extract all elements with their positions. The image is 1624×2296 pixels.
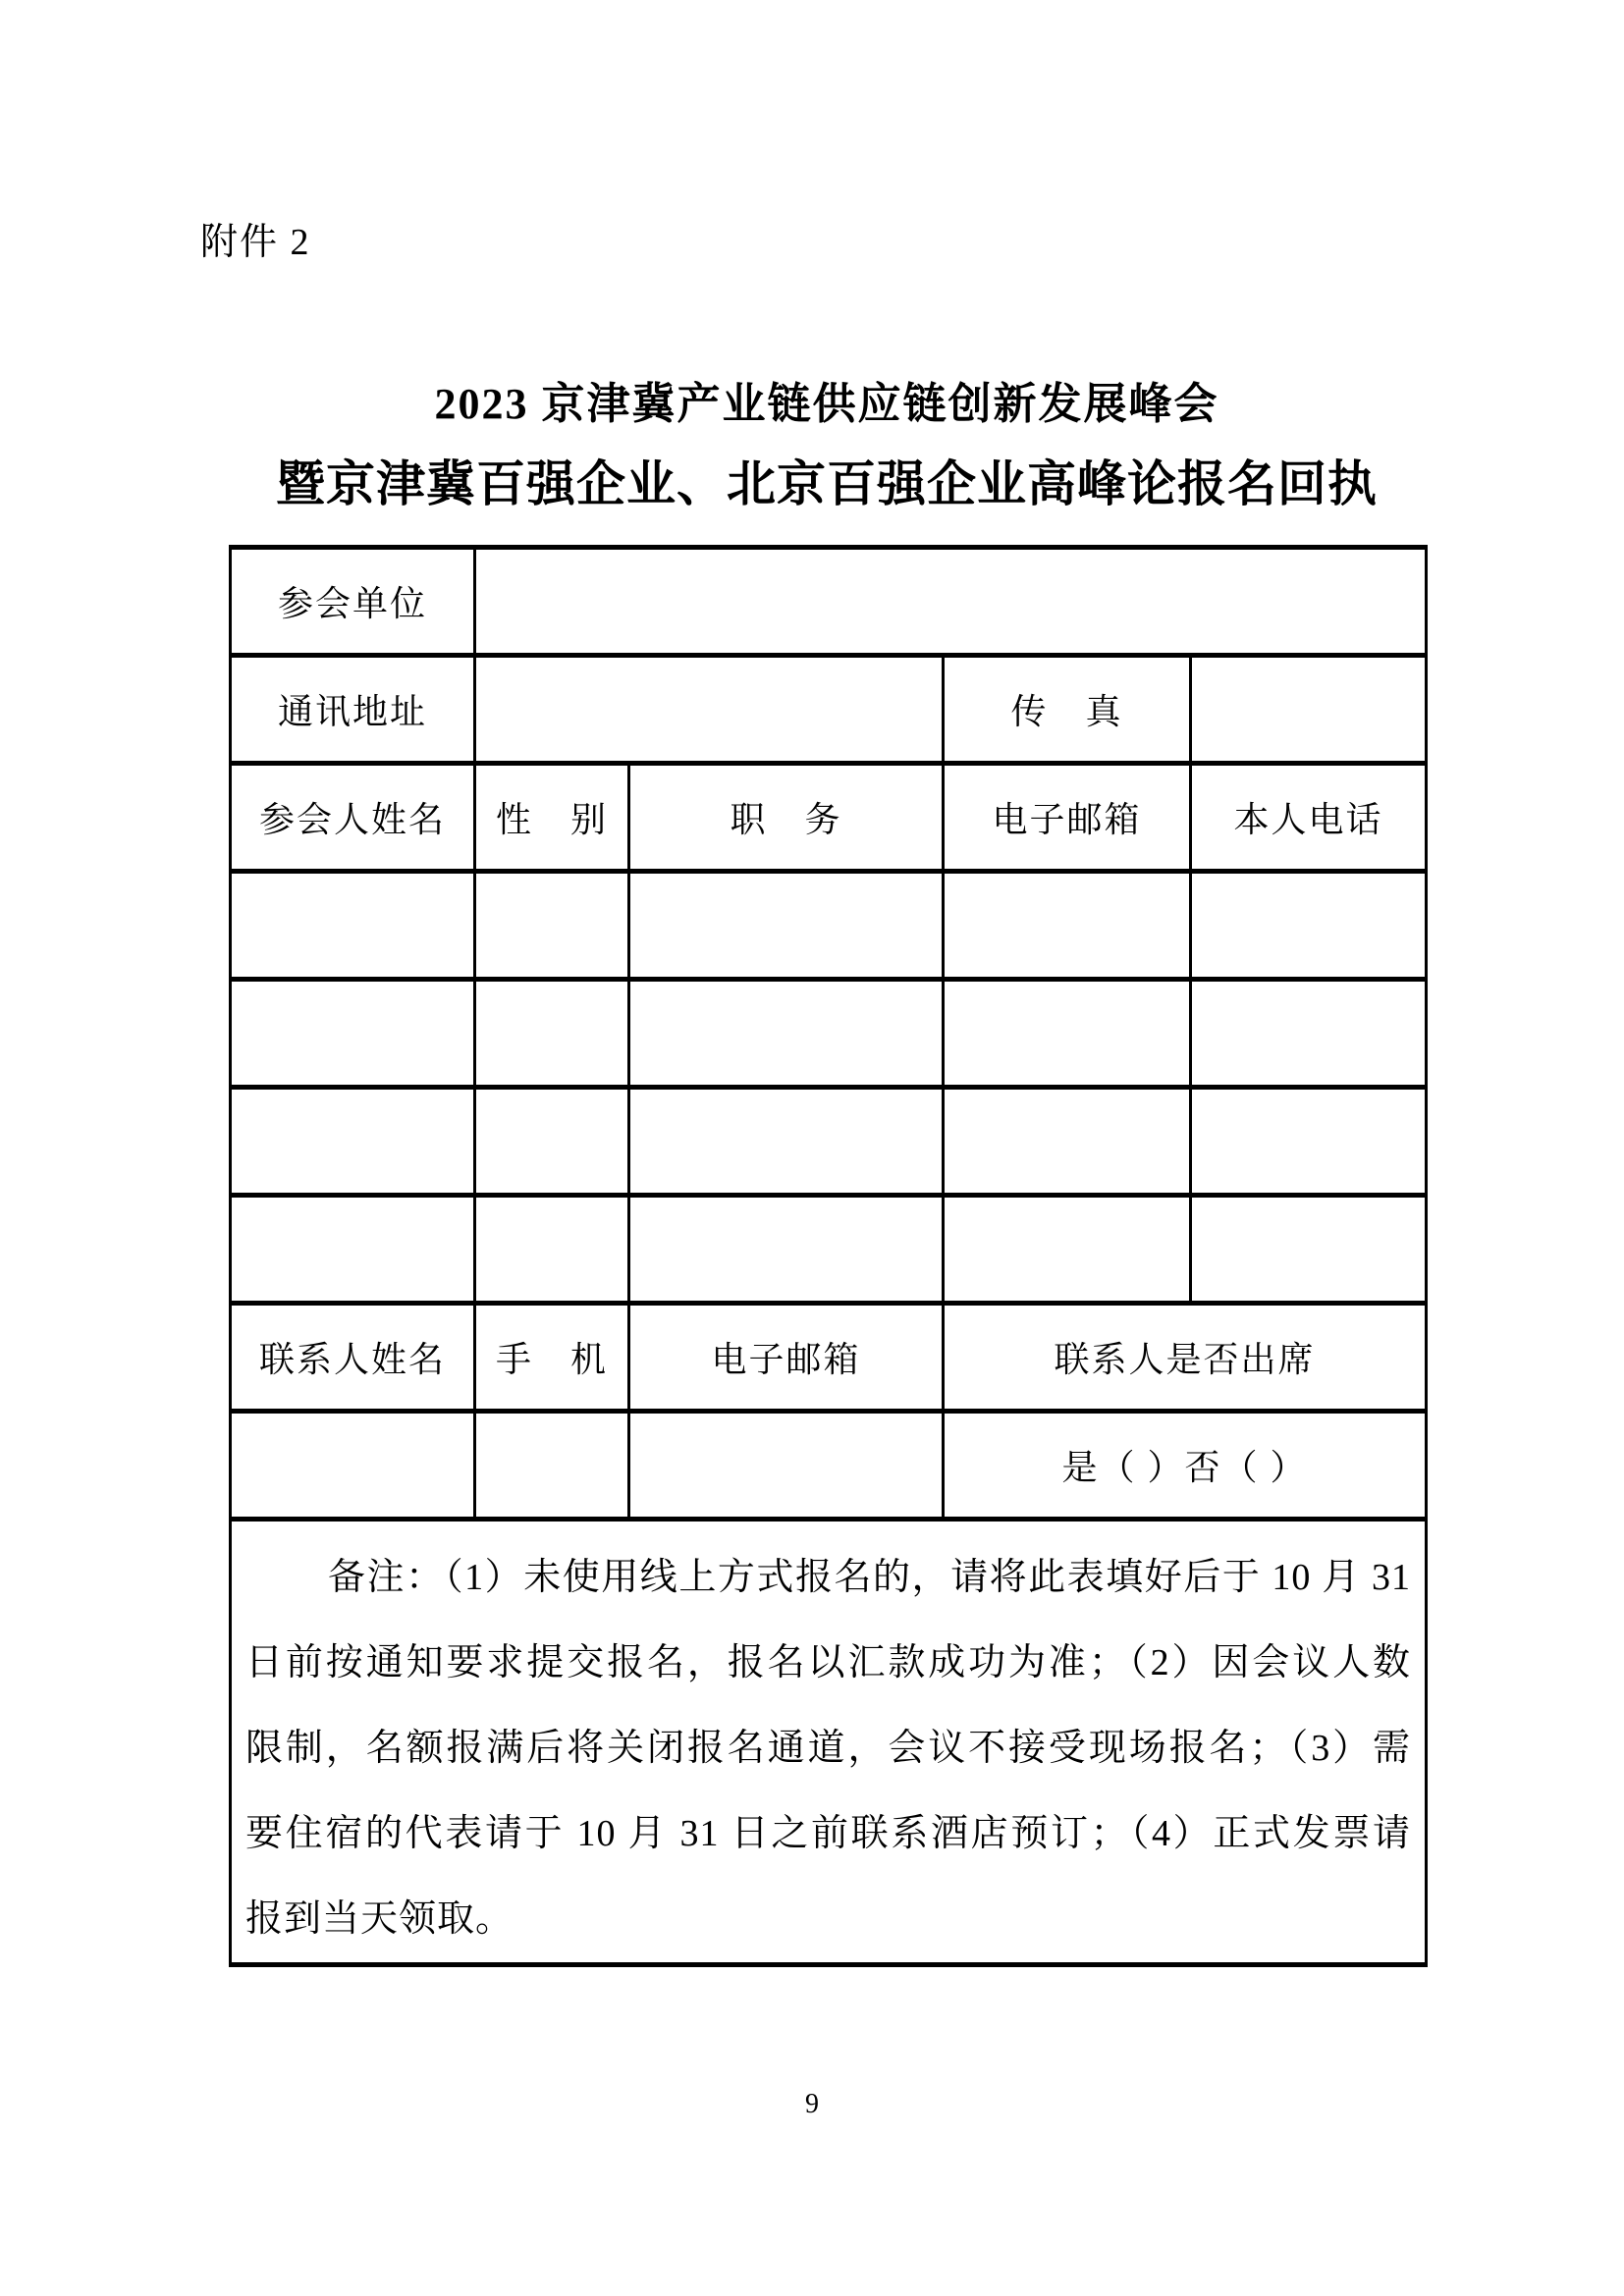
- attendee-gender-cell: [475, 1196, 629, 1304]
- attendee-email-cell: [944, 872, 1191, 980]
- attendee-phone-header-cell: 本人电话: [1191, 764, 1427, 872]
- attendee-row-1: [231, 872, 1427, 980]
- attendee-gender-cell: [475, 872, 629, 980]
- contact-name-cell: [231, 1412, 475, 1520]
- contact-email-header-cell: 电子邮箱: [629, 1304, 944, 1412]
- attendee-row-4: [231, 1196, 1427, 1304]
- attendee-email-cell: [944, 980, 1191, 1088]
- contact-name-header-cell: 联系人姓名: [231, 1304, 475, 1412]
- remarks-cell: [231, 1520, 1427, 1965]
- unit-row: [231, 548, 1427, 656]
- attendee-name-cell: [231, 1196, 475, 1304]
- attendee-gender-cell: [475, 1088, 629, 1196]
- attendee-email-cell: [944, 1196, 1191, 1304]
- attendee-email-cell: [944, 1088, 1191, 1196]
- attendee-name-cell: [231, 872, 475, 980]
- unit-value-cell: [475, 548, 1427, 656]
- attendee-phone-cell: [1191, 1196, 1427, 1304]
- attendee-position-cell: [629, 980, 944, 1088]
- attendee-row-3: [231, 1088, 1427, 1196]
- attendee-header-row: [231, 764, 1427, 872]
- title-line-1: 2023 京津冀产业链供应链创新发展峰会: [434, 380, 1219, 428]
- fax-value-cell: [1191, 656, 1427, 764]
- attendee-row-2: [231, 980, 1427, 1088]
- remark-line-2: 日前按通知要求提交报名，报名以汇款成功为准；（2）因会议人数: [245, 1642, 1411, 1683]
- attendee-position-cell: [629, 872, 944, 980]
- remark-line-1: 备注：（1）未使用线上方式报名的，请将此表填好后于 10 月 31: [328, 1557, 1411, 1598]
- attendee-position-cell: [629, 1196, 944, 1304]
- remark-line-5: 报到当天领取。: [245, 1898, 514, 1940]
- registration-form-table: [229, 545, 1428, 1967]
- attendee-gender-header-cell: 性 别: [475, 764, 629, 872]
- fax-label-cell: 传 真: [944, 656, 1191, 764]
- document-title: [229, 377, 1425, 514]
- address-fax-row: [231, 656, 1427, 764]
- attendee-name-header-cell: 参会人姓名: [231, 764, 475, 872]
- attachment-label: 附件 2: [200, 222, 311, 263]
- attendee-email-header-cell: 电子邮箱: [944, 764, 1191, 872]
- attendee-phone-cell: [1191, 1088, 1427, 1196]
- attendee-phone-cell: [1191, 872, 1427, 980]
- remarks-row: [231, 1520, 1427, 1965]
- address-label-cell: 通讯地址: [231, 656, 475, 764]
- page-number: 9: [805, 2089, 819, 2119]
- remark-line-4: 要住宿的代表请于 10 月 31 日之前联系酒店预订；（4）正式发票请: [245, 1813, 1411, 1854]
- attendee-position-cell: [629, 1088, 944, 1196]
- contact-mobile-header-cell: 手 机: [475, 1304, 629, 1412]
- attendee-position-header-cell: 职 务: [629, 764, 944, 872]
- contact-header-row: [231, 1304, 1427, 1412]
- attendee-phone-cell: [1191, 980, 1427, 1088]
- contact-email-cell: [629, 1412, 944, 1520]
- unit-label-cell: 参会单位: [231, 548, 475, 656]
- attendance-options-cell: 是（ ）否（ ）: [944, 1412, 1427, 1520]
- attendee-name-cell: [231, 980, 475, 1088]
- contact-value-row: [231, 1412, 1427, 1520]
- remark-line-3: 限制，名额报满后将关闭报名通道，会议不接受现场报名；（3）需: [245, 1728, 1411, 1769]
- address-value-cell: [475, 656, 944, 764]
- attendee-name-cell: [231, 1088, 475, 1196]
- contact-attendance-header-cell: 联系人是否出席: [944, 1304, 1427, 1412]
- attendee-gender-cell: [475, 980, 629, 1088]
- title-line-2: 暨京津冀百强企业、北京百强企业高峰论报名回执: [276, 456, 1378, 511]
- contact-mobile-cell: [475, 1412, 629, 1520]
